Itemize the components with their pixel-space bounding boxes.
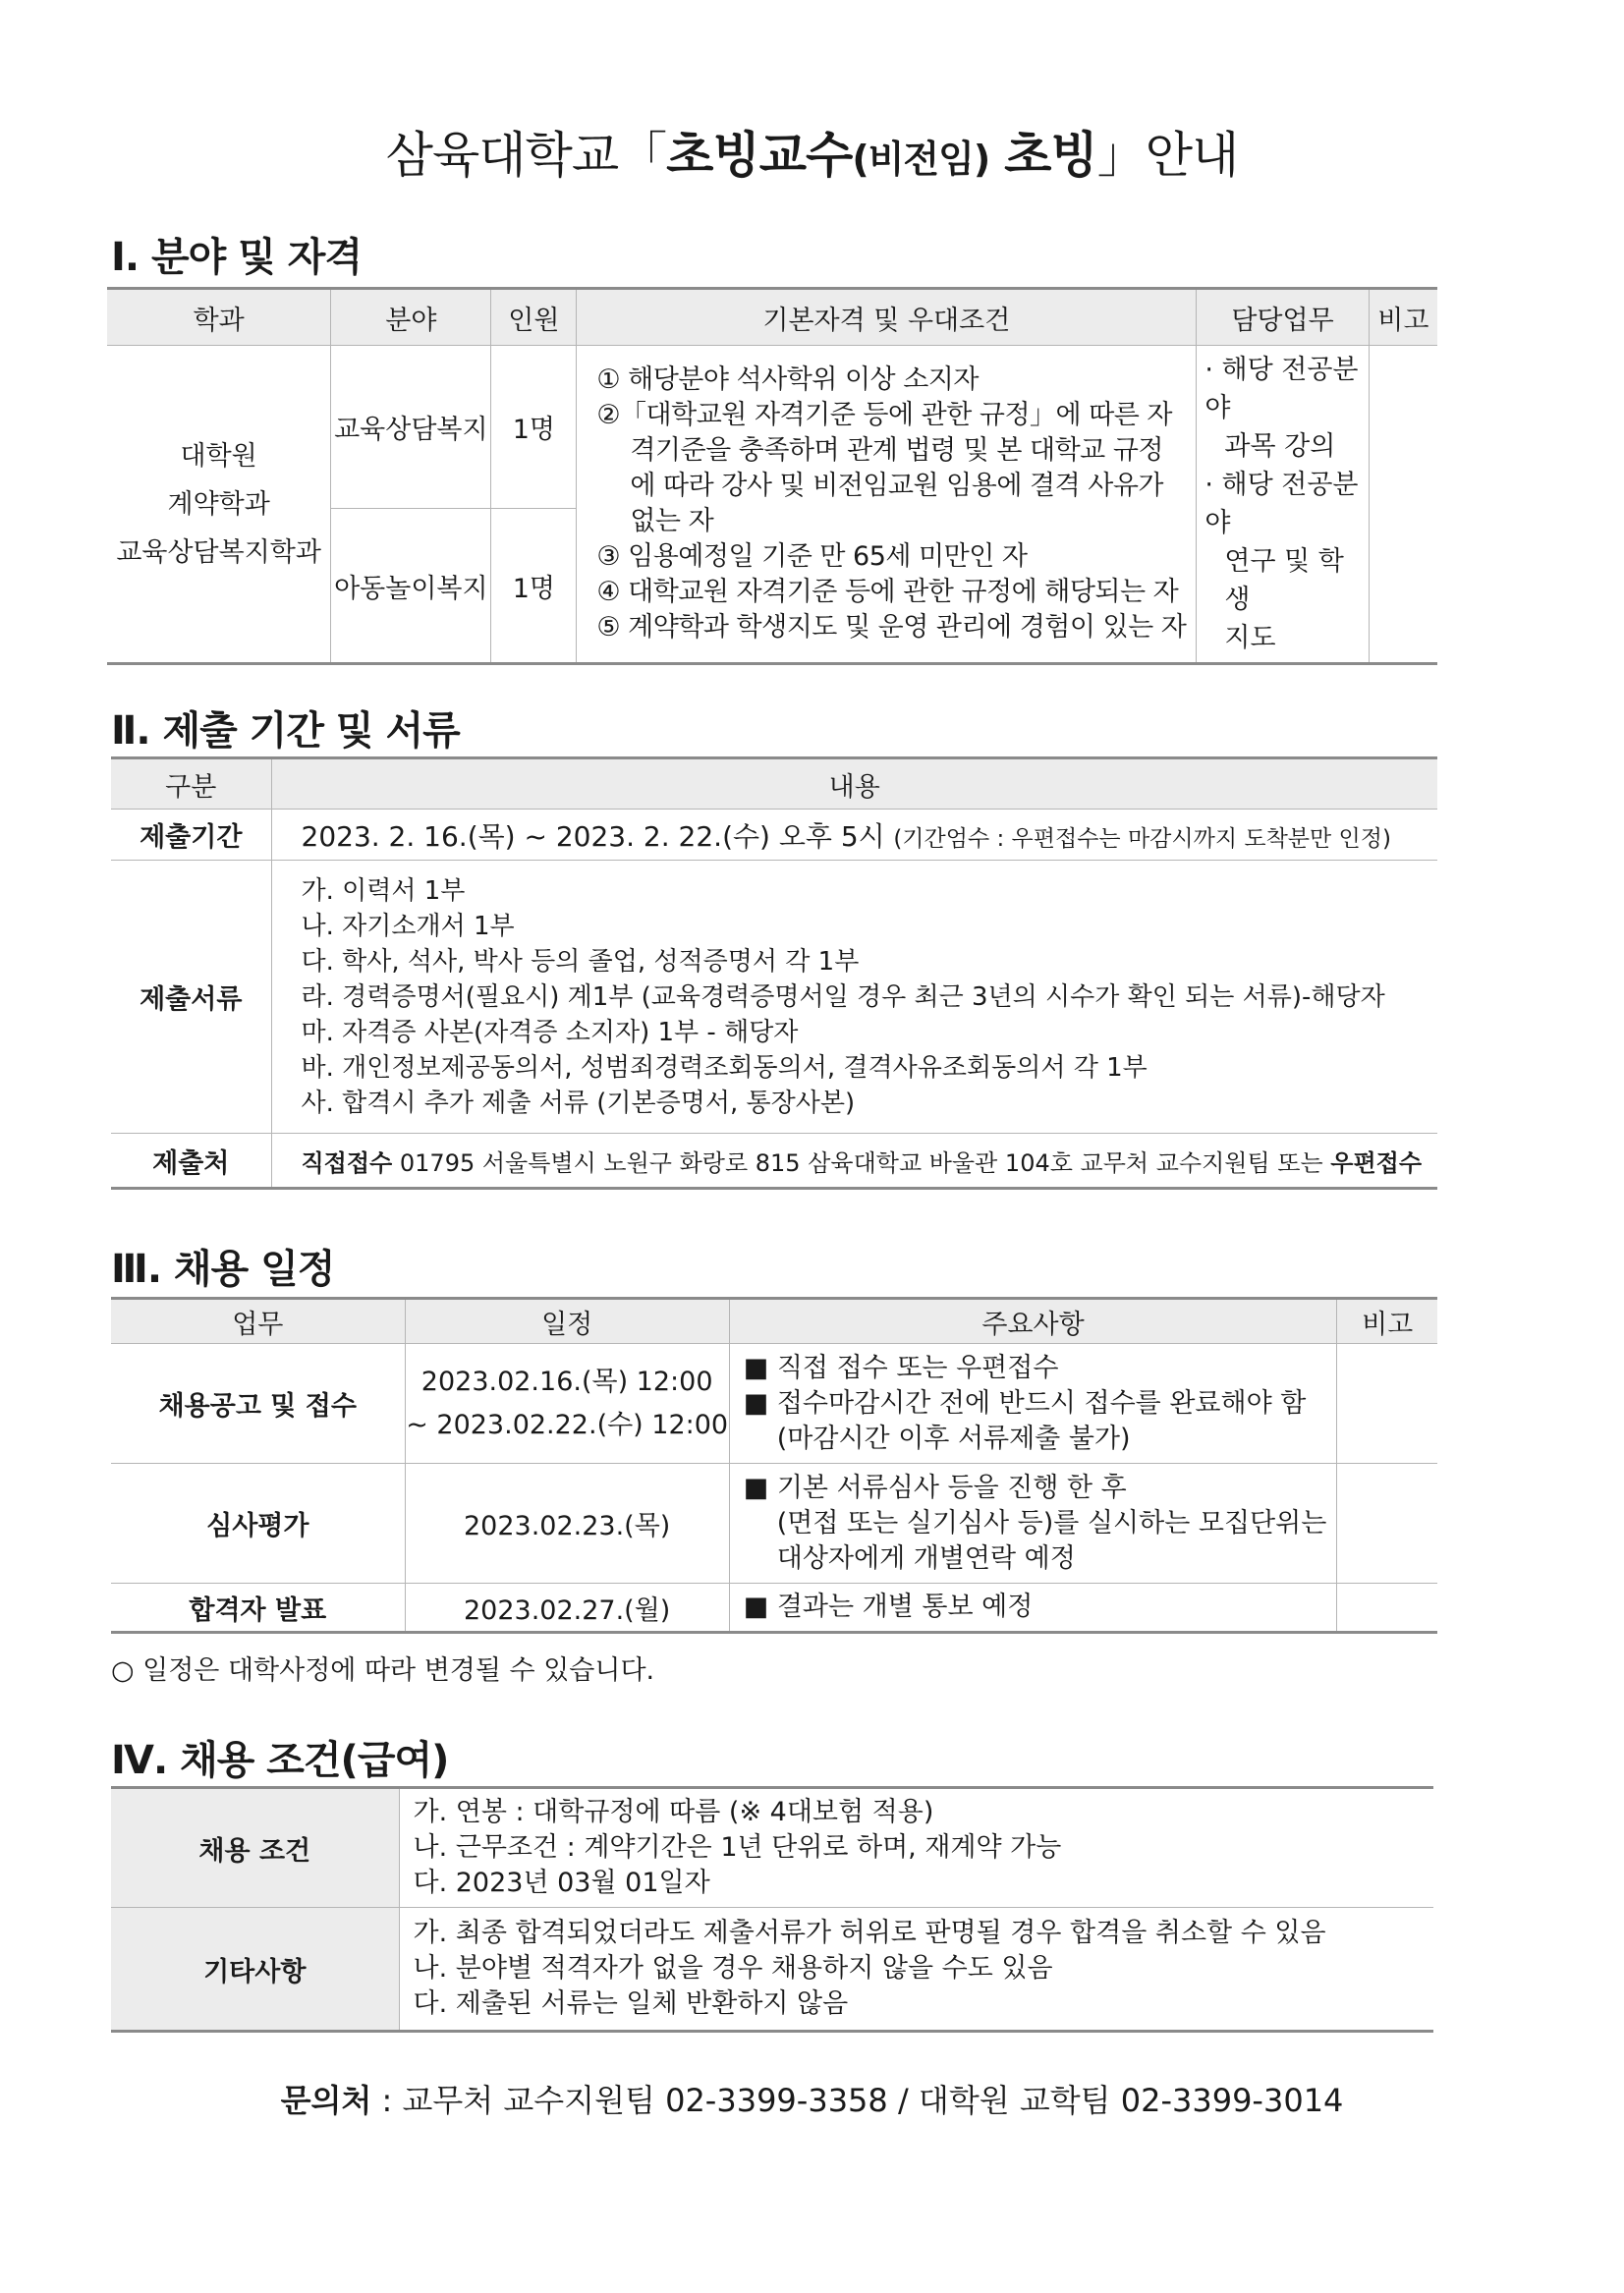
condition-item: 다. 2023년 03월 01일자	[413, 1868, 710, 1898]
schedule-cell: 2023.02.27.(월)	[405, 1584, 729, 1633]
period-label: 제출기간	[111, 810, 271, 861]
doc-item: 가. 이력서 1부	[301, 875, 466, 906]
count-cell: 1명	[491, 509, 577, 664]
count-cell: 1명	[491, 346, 577, 509]
header-schedule: 일정	[405, 1299, 729, 1344]
detail-item: ■ 기본 서류심사 등을 진행 한 후	[743, 1472, 1127, 1503]
header-content: 내용	[271, 758, 1437, 810]
remarks-cell	[1337, 1584, 1437, 1633]
doc-item: 라. 경력증명서(필요시) 계1부 (교육경력증명서일 경우 최근 3년의 시수가 확인 되는 서류)-해당자	[301, 981, 1385, 1012]
header-details: 주요사항	[729, 1299, 1337, 1344]
header-task: 업무	[111, 1299, 405, 1344]
contact-info: 문의처 : 교무처 교수지원팀 02-3399-3358 / 대학원 교학팀 02-3399-3014	[280, 2082, 1344, 2119]
misc-item: 가. 최종 합격되었더라도 제출서류가 허위로 판명될 경우 합격을 취소할 수 있음	[413, 1918, 1326, 1948]
detail-item: ■ 직접 접수 또는 우편접수	[743, 1352, 1059, 1383]
page-title: 삼육대학교「초빙교수(비전임) 초빙」안내	[385, 127, 1239, 184]
doc-item: 바. 개인정보제공동의서, 성범죄경력조회동의서, 결격사유조회동의서 각 1부	[301, 1052, 1148, 1083]
detail-item: ■ 접수마감시간 전에 반드시 접수를 완료해야 함	[743, 1387, 1307, 1419]
doc-item: 마. 자격증 사본(자격증 소지자) 1부 - 해당자	[301, 1017, 799, 1047]
quals-cell	[577, 346, 1197, 664]
schedule-note: ○ 일정은 대학사정에 따라 변경될 수 있습니다.	[111, 1655, 655, 1686]
doc-item: 다. 학사, 석사, 박사 등의 졸업, 성적증명서 각 1부	[301, 946, 860, 977]
misc-item: 나. 분야별 적격자가 없을 경우 채용하지 않을 수도 있음	[413, 1953, 1053, 1984]
field-cell: 아동놀이복지	[331, 509, 491, 664]
qual-item: ⑤ 계약학과 학생지도 및 운영 관리에 경험이 있는 자	[596, 612, 1187, 643]
doc-item: 나. 자기소개서 1부	[301, 911, 515, 941]
task-cell: 심사평가	[111, 1464, 405, 1584]
section1-heading: Ⅰ. 분야 및 자격	[111, 235, 363, 280]
duties-cell: · 해당 전공분야 과목 강의 · 해당 전공분야 연구 및 학생 지도	[1197, 346, 1369, 664]
condition-item: 가. 연봉 : 대학규정에 따름 (※ 4대보험 적용)	[413, 1797, 934, 1827]
square-bullet-icon: ■	[743, 1472, 777, 1503]
header-remarks: 비고	[1337, 1299, 1437, 1344]
conditions-cell	[399, 1788, 1433, 1908]
header-category: 구분	[111, 758, 271, 810]
details-cell	[729, 1584, 1337, 1633]
qual-item: ③ 임용예정일 기준 만 65세 미만인 자	[596, 541, 1028, 572]
section3-heading: Ⅲ. 채용 일정	[111, 1247, 335, 1292]
remarks-cell	[1337, 1464, 1437, 1584]
field-cell: 교육상담복지	[331, 346, 491, 509]
doc-item: 사. 합격시 추가 제출 서류 (기본증명서, 통장사본)	[301, 1088, 856, 1118]
qual-item: ④ 대학교원 자격기준 등에 관한 규정에 해당되는 자	[596, 577, 1179, 607]
remarks-cell	[1369, 346, 1437, 664]
schedule-cell: 2023.02.23.(목)	[405, 1464, 729, 1584]
docs-label: 제출서류	[111, 861, 271, 1134]
place-label: 제출처	[111, 1134, 271, 1189]
detail-item: ■ 결과는 개별 통보 예정	[743, 1592, 1034, 1622]
qualification-table	[107, 287, 1437, 665]
section4-heading: Ⅳ. 채용 조건(급여)	[111, 1738, 449, 1783]
qual-item: ① 해당분야 석사학위 이상 소지자	[596, 364, 979, 395]
section2-heading: Ⅱ. 제출 기간 및 서류	[111, 708, 460, 754]
place-cell: 직접접수 01795 서울특별시 노원구 화랑로 815 삼육대학교 바울관 104호 교무처 교수지원팀 또는 우편접수	[271, 1134, 1437, 1189]
header-dept: 학과	[107, 289, 331, 346]
header-duties: 담당업무	[1197, 289, 1369, 346]
square-bullet-icon: ■	[743, 1387, 777, 1419]
schedule-table	[111, 1297, 1437, 1634]
schedule-cell: 2023.02.16.(목) 12:00 ~ 2023.02.22.(수) 12:00	[405, 1344, 729, 1464]
qual-item: ②「대학교원 자격기준 등에 관한 규정」에 따른 자격기준을 충족하며 관계 법령 및 본 대학교 규정에 따라 강사 및 비전임교원 임용에 결격 사유가 없는 자	[596, 400, 1173, 536]
condition-item: 나. 근무조건 : 계약기간은 1년 단위로 하며, 재계약 가능	[413, 1832, 1062, 1863]
details-cell: ■ 직접 접수 또는 우편접수 ■ 접수마감시간 전에 반드시 접수를 완료해야 함 (마감시간 이후 서류제출 불가)	[729, 1344, 1337, 1464]
dept-cell: 대학원 계약학과 교육상담복지학과	[107, 346, 331, 664]
header-quals: 기본자격 및 우대조건	[577, 289, 1197, 346]
period-cell: 2023. 2. 16.(목) ~ 2023. 2. 22.(수) 오후 5시 (기간엄수 : 우편접수는 마감시까지 도착분만 인정)	[271, 810, 1437, 861]
misc-cell	[399, 1908, 1433, 2032]
misc-label: 기타사항	[111, 1908, 399, 2032]
submission-table	[111, 756, 1437, 1190]
conditions-table	[111, 1786, 1433, 2033]
conditions-label: 채용 조건	[111, 1788, 399, 1908]
task-cell: 채용공고 및 접수	[111, 1344, 405, 1464]
misc-item: 다. 제출된 서류는 일체 반환하지 않음	[413, 1988, 849, 2019]
docs-cell	[271, 861, 1437, 1134]
details-cell: ■ 기본 서류심사 등을 진행 한 후 (면접 또는 실기심사 등)를 실시하는 모집단위는 대상자에게 개별연락 예정	[729, 1464, 1337, 1584]
remarks-cell	[1337, 1344, 1437, 1464]
square-bullet-icon: ■	[743, 1592, 777, 1622]
task-cell: 합격자 발표	[111, 1584, 405, 1633]
header-field: 분야	[331, 289, 491, 346]
square-bullet-icon: ■	[743, 1352, 777, 1383]
header-count: 인원	[491, 289, 577, 346]
header-remarks: 비고	[1369, 289, 1437, 346]
